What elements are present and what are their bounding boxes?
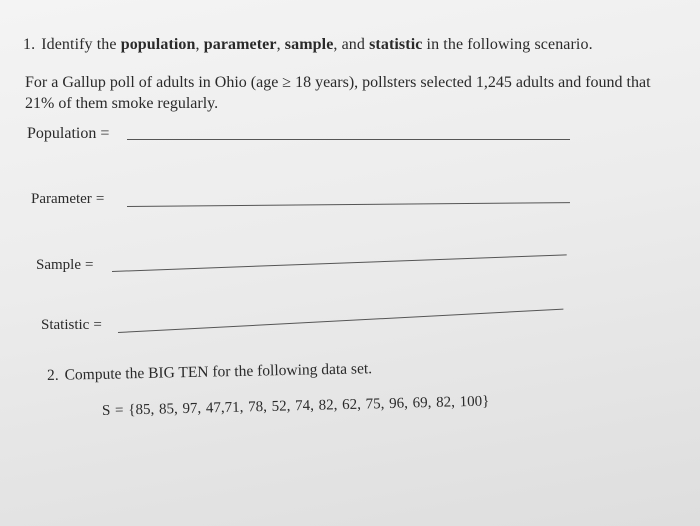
equals-sign: = [85,257,94,273]
term-parameter: parameter [203,36,277,53]
separator: , [276,36,285,53]
equals-sign: = [93,317,102,333]
data-set: S = {85, 85, 97, 47,71, 78, 52, 74, 82, 62, 75, 96, 69, 82, 100} [101,393,490,419]
population-answer-line[interactable] [127,139,570,140]
question-1-scenario: For a Gallup poll of adults in Ohio (age ≥ 18 years), pollsters selected 1,245 adults and found that 21% of them smoke regularly. [25,74,651,112]
sample-field-label [36,257,93,274]
parameter-field-label [31,191,104,208]
statistic-field-label [41,317,102,334]
statistic-answer-line[interactable] [118,309,563,333]
equals-sign: = [95,191,105,207]
population-label: Population [27,125,97,142]
question-2-text: Compute the BIG TEN for the following data set. [64,360,373,384]
sample-answer-line[interactable] [112,254,567,272]
question-1-number: 1. [23,36,36,53]
parameter-label: Parameter [31,191,92,207]
separator: , [195,36,204,53]
population-field-label [27,125,109,143]
question-2-number: 2. [46,366,59,384]
question-1-text: Identify the [41,36,121,53]
question-2-prompt [47,360,372,385]
term-statistic: statistic [369,36,423,53]
equals-sign: = [100,125,110,142]
statistic-label: Statistic [41,317,90,333]
separator: , and [333,36,370,53]
term-population: population [120,36,196,53]
term-sample: sample [284,36,334,53]
question-1-text-end: in the following scenario. [422,36,593,53]
sample-label: Sample [36,257,81,273]
question-1-prompt [23,36,593,54]
parameter-answer-line[interactable] [127,202,570,207]
